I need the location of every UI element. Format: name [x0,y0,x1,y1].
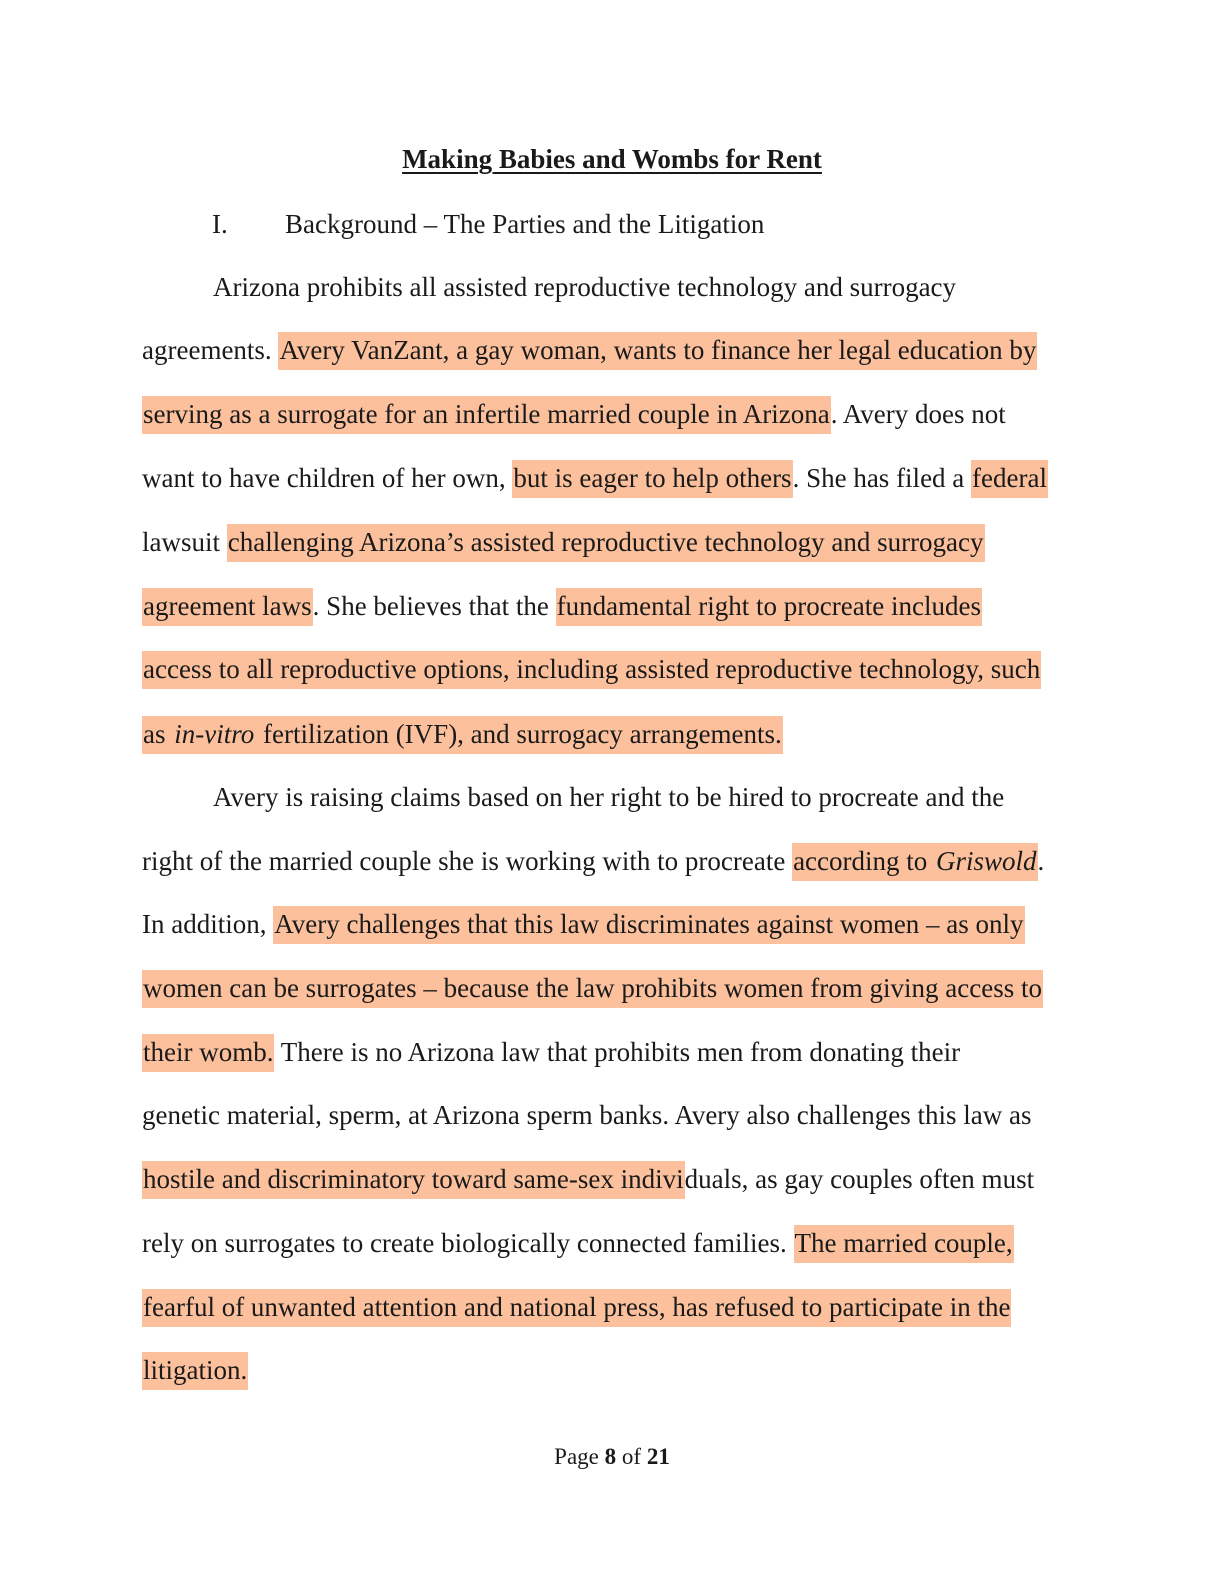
highlighted-text: litigation. [142,1352,248,1390]
highlighted-text: fertilization (IVF), and surrogacy arrangements. [255,716,783,754]
highlighted-text: but is eager to help others [512,460,792,498]
text-segment: Avery is raising claims based on her right to be hired to procreate and the [213,782,1005,812]
highlighted-text: serving as a surrogate for an infertile married couple in Arizona [142,396,831,434]
page-of-label: of [616,1444,647,1469]
text-line [142,1161,1034,1197]
text-line [142,396,1006,432]
page-footer [0,1442,1224,1472]
text-segment: . She has filed a [792,463,972,493]
highlighted-text: as [142,716,173,754]
text-segment: genetic material, sperm, at Arizona sperm banks. Avery also challenges this law as [142,1100,1032,1130]
highlighted-text: fearful of unwanted attention and national press, has refused to participate in the [142,1289,1011,1327]
text-line [142,460,1048,496]
text-segment: . Avery does not [830,399,1006,429]
highlighted-text: Griswold [935,843,1038,881]
text-segment: Arizona prohibits all assisted reproductive technology and surrogacy [213,272,957,302]
highlighted-text: women can be surrogates – because the law prohibits women from giving access to [142,970,1043,1008]
text-line [142,1289,1011,1325]
text-segment: . She believes that the [312,591,556,621]
page-total: 21 [646,1444,670,1469]
highlighted-text: according to [792,843,935,881]
text-line [142,843,1044,879]
highlighted-text: challenging Arizona’s assisted reproductive technology and surrogacy [227,524,985,562]
highlighted-text: The married couple, [794,1225,1014,1263]
text-segment: lawsuit [142,527,227,557]
text-line [213,779,1004,815]
text-segment: . [1037,846,1045,876]
text-line [142,332,1037,368]
highlighted-text: agreement laws [142,588,313,626]
text-line [142,1034,960,1070]
text-segment: There is no Arizona law that prohibits men from donating their [274,1037,961,1067]
text-segment: agreements. [142,335,279,365]
text-segment: right of the married couple she is working with to procreate [142,846,793,876]
text-line [142,906,1025,942]
highlighted-text: Avery challenges that this law discriminates against women – as only [273,906,1024,944]
text-segment: rely on surrogates to create biologically connected families. [142,1228,794,1258]
document-title: Making Babies and Wombs for Rent [402,144,822,174]
text-line [142,1225,1014,1261]
page-label: Page [554,1444,605,1469]
text-line [142,651,1041,687]
text-line [213,269,956,305]
highlighted-text: federal [971,460,1048,498]
highlighted-text: hostile and discriminatory toward same-sex indivi [142,1161,685,1199]
section-heading-text: Background – The Parties and the Litigation [285,209,765,239]
text-segment: want to have children of her own, [142,463,513,493]
highlighted-text: fundamental right to procreate includes [556,588,982,626]
section-heading [212,206,764,242]
page-current: 8 [604,1444,617,1469]
text-segment: In addition, [142,909,274,939]
text-line [142,1352,248,1388]
text-line [142,588,982,624]
text-line [142,716,783,752]
highlighted-text: access to all reproductive options, including assisted reproductive technology, such [142,651,1041,689]
highlighted-text: their womb. [142,1034,274,1072]
highlighted-text: in-vitro [173,716,255,754]
text-line [142,524,985,560]
text-line [142,970,1043,1006]
text-segment: duals, as gay couples often must [684,1164,1035,1194]
section-number: I. [212,209,228,239]
highlighted-text: Avery VanZant, a gay woman, wants to finance her legal education by [278,332,1037,370]
text-line [142,1097,1031,1133]
